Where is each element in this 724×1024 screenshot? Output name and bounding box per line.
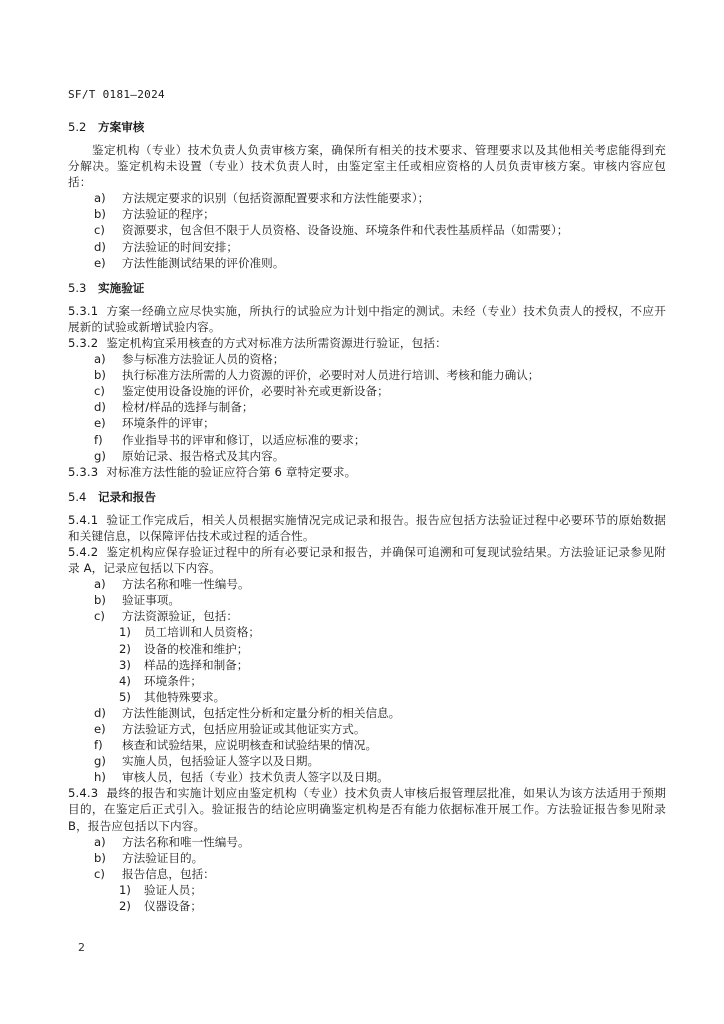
list-item: g) 实施人员，包括验证人签字以及日期。: [94, 754, 320, 769]
section-title: 方案审核: [98, 120, 145, 134]
page-content: [68, 119, 666, 914]
clause-5-4-2-list-continued: [68, 705, 666, 785]
sublist-item: 4) 环境条件；: [119, 673, 202, 688]
sublist-item: 2) 设备的校准和维护；: [119, 641, 249, 656]
section-number: 5.4: [68, 489, 87, 504]
section-5-4-heading: [68, 489, 666, 505]
list-item: a) 方法名称和唯一性编号。: [94, 834, 250, 849]
list-item: b) 执行标准方法所需的人力资源的评价，必要时对人员进行培训、考核和能力确认；: [94, 368, 540, 383]
list-item: f) 作业指导书的评审和修订，以适应标准的要求；: [94, 432, 366, 447]
clause-5-3-3: 5.3.3 对标准方法性能的验证应符合第 6 章特定要求。: [68, 464, 357, 479]
section-5-2-list: [68, 190, 666, 270]
sublist-item: 5) 其他特殊要求。: [119, 689, 226, 704]
clause-5-3-1: 5.3.1 方案一经确立应尽快实施，所执行的试验应为计划中指定的测试。未经（专业）技术负责人的授权，不应开展新的试验或新增试验内容。: [68, 303, 666, 334]
section-5-2-paragraph: 鉴定机构（专业）技术负责人负责审核方案，确保所有相关的技术要求、管理要求以及其他相关考虑能得到充分解决。鉴定机构未设置（专业）技术负责人时，由鉴定室主任或相应资格的人员负责审核方案。审核内容应包括：: [68, 143, 666, 190]
list-item: e) 方法性能测试结果的评价准则。: [94, 255, 285, 270]
section-number: 5.2: [68, 120, 87, 134]
sublist-item: 2) 仪器设备；: [119, 899, 202, 914]
list-item: d) 方法性能测试，包括定性分析和定量分析的相关信息。: [94, 705, 401, 720]
clause-5-4-2-list: [68, 576, 666, 624]
list-item: c) 资源要求，包含但不限于人员资格、设备设施、环境条件和代表性基质样品（如需要）；: [94, 223, 569, 238]
section-title: 实施验证: [98, 280, 145, 295]
list-item: d) 检材/样品的选择与制备；: [94, 400, 254, 415]
clause-5-4-2-sublist: [68, 624, 666, 704]
list-item: d) 方法验证的时间安排；: [94, 239, 238, 254]
list-item: a) 参与标准方法验证人员的资格；: [94, 352, 285, 367]
section-5-2-heading: [68, 119, 666, 135]
standard-code: SF/T 0181—2024: [68, 88, 165, 101]
list-item: e) 方法验证方式，包括应用验证或其他证实方式。: [94, 722, 366, 736]
list-item: a) 方法名称和唯一性编号。: [94, 577, 250, 592]
clause-5-4-1: 5.4.1 验证工作完成后，相关人员根据实施情况完成记录和报告。报告应包括方法验证过程中必要环节的原始数据和关键信息，以保障评估技术或过程的适合性。: [68, 512, 666, 543]
clause-5-4-3-sublist: [68, 882, 666, 914]
list-item: c) 方法资源验证，包括：: [94, 609, 238, 624]
list-item: c) 鉴定使用设备设施的评价，必要时补充或更新设备；: [94, 384, 389, 399]
clause-5-4-3: 5.4.3 最终的报告和实施计划应由鉴定机构（专业）技术负责人审核后报管理层批准，如果认为该方法适用于预期目的，在鉴定后正式引入。验证报告的结论应明确鉴定机构是否有能力依据标准开展工作。方法验证报告参见附录 B，报告应包括以下内容。: [68, 786, 666, 833]
list-item: f) 核查和试验结果，应说明核查和试验结果的情况。: [94, 738, 378, 753]
list-item: h) 审核人员，包括（专业）技术负责人签字以及日期。: [94, 770, 389, 785]
sublist-item: 3) 样品的选择和制备；: [119, 657, 249, 672]
clause-5-4-3-list: [68, 834, 666, 882]
list-item: g) 原始记录、报告格式及其内容。: [94, 448, 285, 463]
list-item: b) 方法验证的程序；: [94, 207, 215, 222]
list-item: a) 方法规定要求的识别（包括资源配置要求和方法性能要求）；: [94, 191, 430, 206]
list-item: b) 方法验证目的。: [94, 850, 204, 865]
page-number: 2: [78, 941, 85, 954]
sublist-item: 1) 验证人员；: [119, 882, 202, 897]
list-item: e) 环境条件的评审；: [94, 416, 215, 431]
list-item: c) 报告信息，包括：: [94, 866, 215, 881]
list-item: b) 验证事项。: [94, 593, 180, 608]
section-5-3-heading: [68, 280, 666, 296]
clause-5-4-2: 5.4.2 鉴定机构应保存验证过程中的所有必要记录和报告，并确保可追溯和可复现试验结果。方法验证记录参见附录 A，记录应包括以下内容。: [68, 544, 666, 576]
section-title: 记录和报告: [98, 489, 156, 504]
clause-5-3-2-list: [68, 351, 666, 464]
clause-5-3-2: 5.3.2 鉴定机构宜采用核查的方式对标准方法所需资源进行验证，包括：: [68, 335, 447, 350]
sublist-item: 1) 员工培训和人员资格；: [119, 625, 260, 640]
section-number: 5.3: [68, 280, 87, 295]
